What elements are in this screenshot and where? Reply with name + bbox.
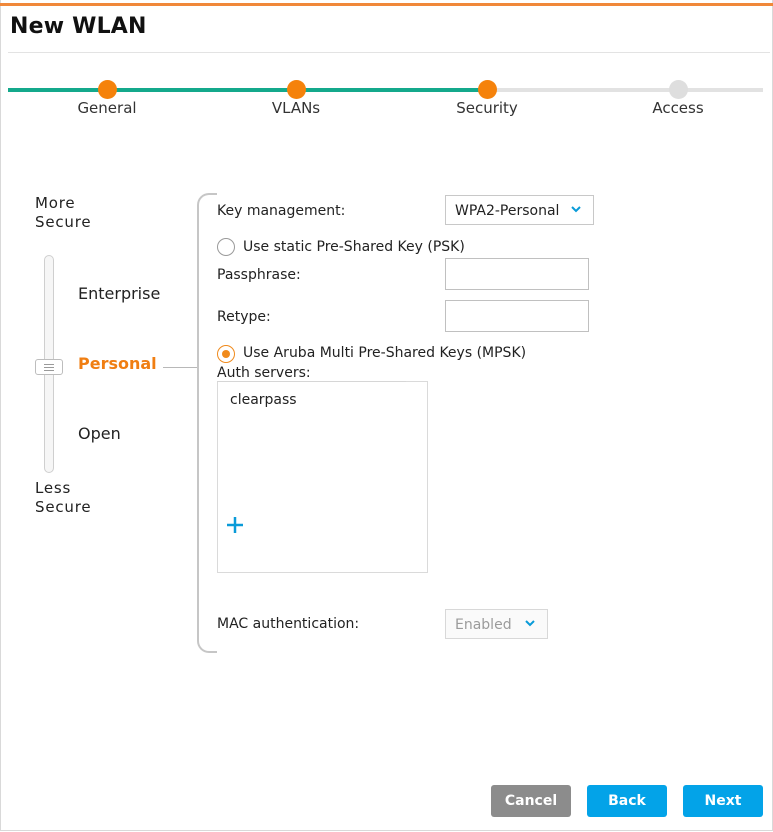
step-label-vlans[interactable]: VLANs — [271, 99, 321, 117]
back-button[interactable]: Back — [587, 785, 667, 817]
mac-authentication-label: MAC authentication: — [217, 616, 360, 632]
next-button[interactable]: Next — [683, 785, 763, 817]
accent-top-bar — [0, 3, 773, 6]
key-management-label: Key management: — [217, 203, 346, 219]
cancel-button[interactable]: Cancel — [491, 785, 571, 817]
more-secure-label: More Secure — [35, 194, 92, 231]
mpsk-radio-label[interactable]: Use Aruba Multi Pre-Shared Keys (MPSK) — [243, 345, 527, 361]
less-secure-label: Less Secure — [35, 479, 92, 516]
step-dot-general[interactable] — [98, 80, 117, 99]
level-connector-line — [163, 367, 198, 368]
passphrase-input[interactable] — [445, 258, 589, 290]
auth-server-item[interactable]: clearpass — [230, 392, 297, 408]
chevron-down-icon — [523, 616, 537, 630]
title-divider — [8, 52, 770, 53]
step-dot-vlans[interactable] — [287, 80, 306, 99]
mac-authentication-value: Enabled — [455, 617, 512, 633]
step-dot-access — [669, 80, 688, 99]
settings-group-bracket — [197, 193, 217, 653]
auth-servers-label: Auth servers: — [217, 365, 311, 381]
security-level-open[interactable]: Open — [78, 424, 121, 443]
step-label-general[interactable]: General — [77, 99, 137, 117]
retype-label: Retype: — [217, 309, 271, 325]
auth-servers-list[interactable] — [217, 381, 428, 573]
security-level-personal[interactable]: Personal — [78, 354, 157, 373]
auth-servers-header-rule — [217, 381, 406, 382]
security-level-enterprise[interactable]: Enterprise — [78, 284, 161, 303]
mac-authentication-select — [445, 609, 548, 639]
passphrase-label: Passphrase: — [217, 267, 301, 283]
psk-radio[interactable] — [217, 238, 235, 256]
mpsk-radio[interactable] — [217, 345, 235, 363]
page-title: New WLAN — [10, 14, 147, 39]
chevron-down-icon — [569, 202, 583, 216]
step-label-security[interactable]: Security — [456, 99, 518, 117]
key-management-value: WPA2-Personal — [455, 203, 560, 219]
step-label-access: Access — [652, 99, 704, 117]
psk-radio-label[interactable]: Use static Pre-Shared Key (PSK) — [243, 239, 465, 255]
stepper-track-complete — [8, 88, 487, 92]
plus-icon[interactable] — [225, 515, 245, 535]
step-dot-security[interactable] — [478, 80, 497, 99]
stepper-track-pending — [487, 88, 763, 92]
key-management-select[interactable] — [445, 195, 594, 225]
retype-input[interactable] — [445, 300, 589, 332]
security-slider-handle[interactable] — [35, 359, 63, 375]
